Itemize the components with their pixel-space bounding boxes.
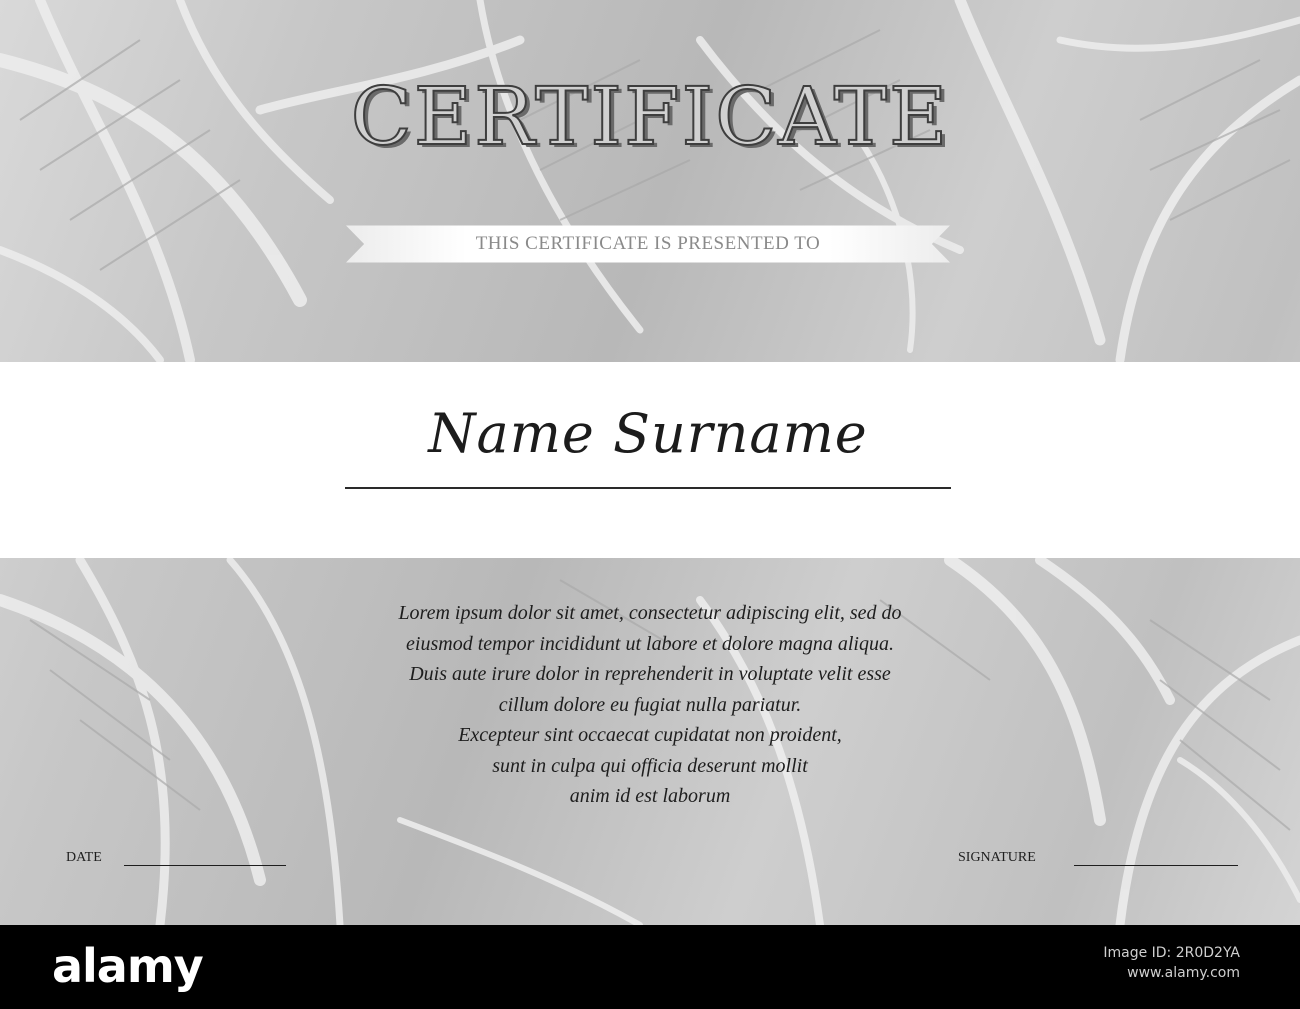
body-line: eiusmod tempor incididunt ut labore et dolore magna aliqua. [406, 632, 894, 655]
body-line: Excepteur sint occaecat cupidatat non proident, [458, 724, 842, 746]
body-line: Lorem ipsum dolor sit amet, consectetur adipiscing elit, sed do [398, 602, 902, 624]
date-line [124, 865, 286, 866]
signature-label: SIGNATURE [958, 850, 1036, 865]
body-line: anim id est laborum [569, 785, 731, 807]
site-url: www.alamy.com [1127, 965, 1240, 981]
body-line: sunt in culpa qui officia deserunt mollit [492, 754, 808, 777]
body-line: cillum dolore eu fugiat nulla pariatur. [498, 693, 802, 716]
certificate-title: CERTIFICATE [350, 70, 950, 163]
image-id-label: Image ID: 2R0D2YA [1103, 945, 1240, 961]
name-underline [345, 487, 951, 489]
recipient-name: Name Surname [428, 402, 868, 465]
presented-to-text: THIS CERTIFICATE IS PRESENTED TO [475, 233, 821, 254]
image-id-info [1103, 943, 1240, 983]
date-label: DATE [66, 850, 102, 865]
signature-line [1074, 865, 1238, 866]
body-line: Duis aute irure dolor in reprehenderit in voluptate velit esse [409, 663, 891, 685]
alamy-logo: alamy [52, 939, 203, 993]
certificate-body [300, 598, 1000, 812]
